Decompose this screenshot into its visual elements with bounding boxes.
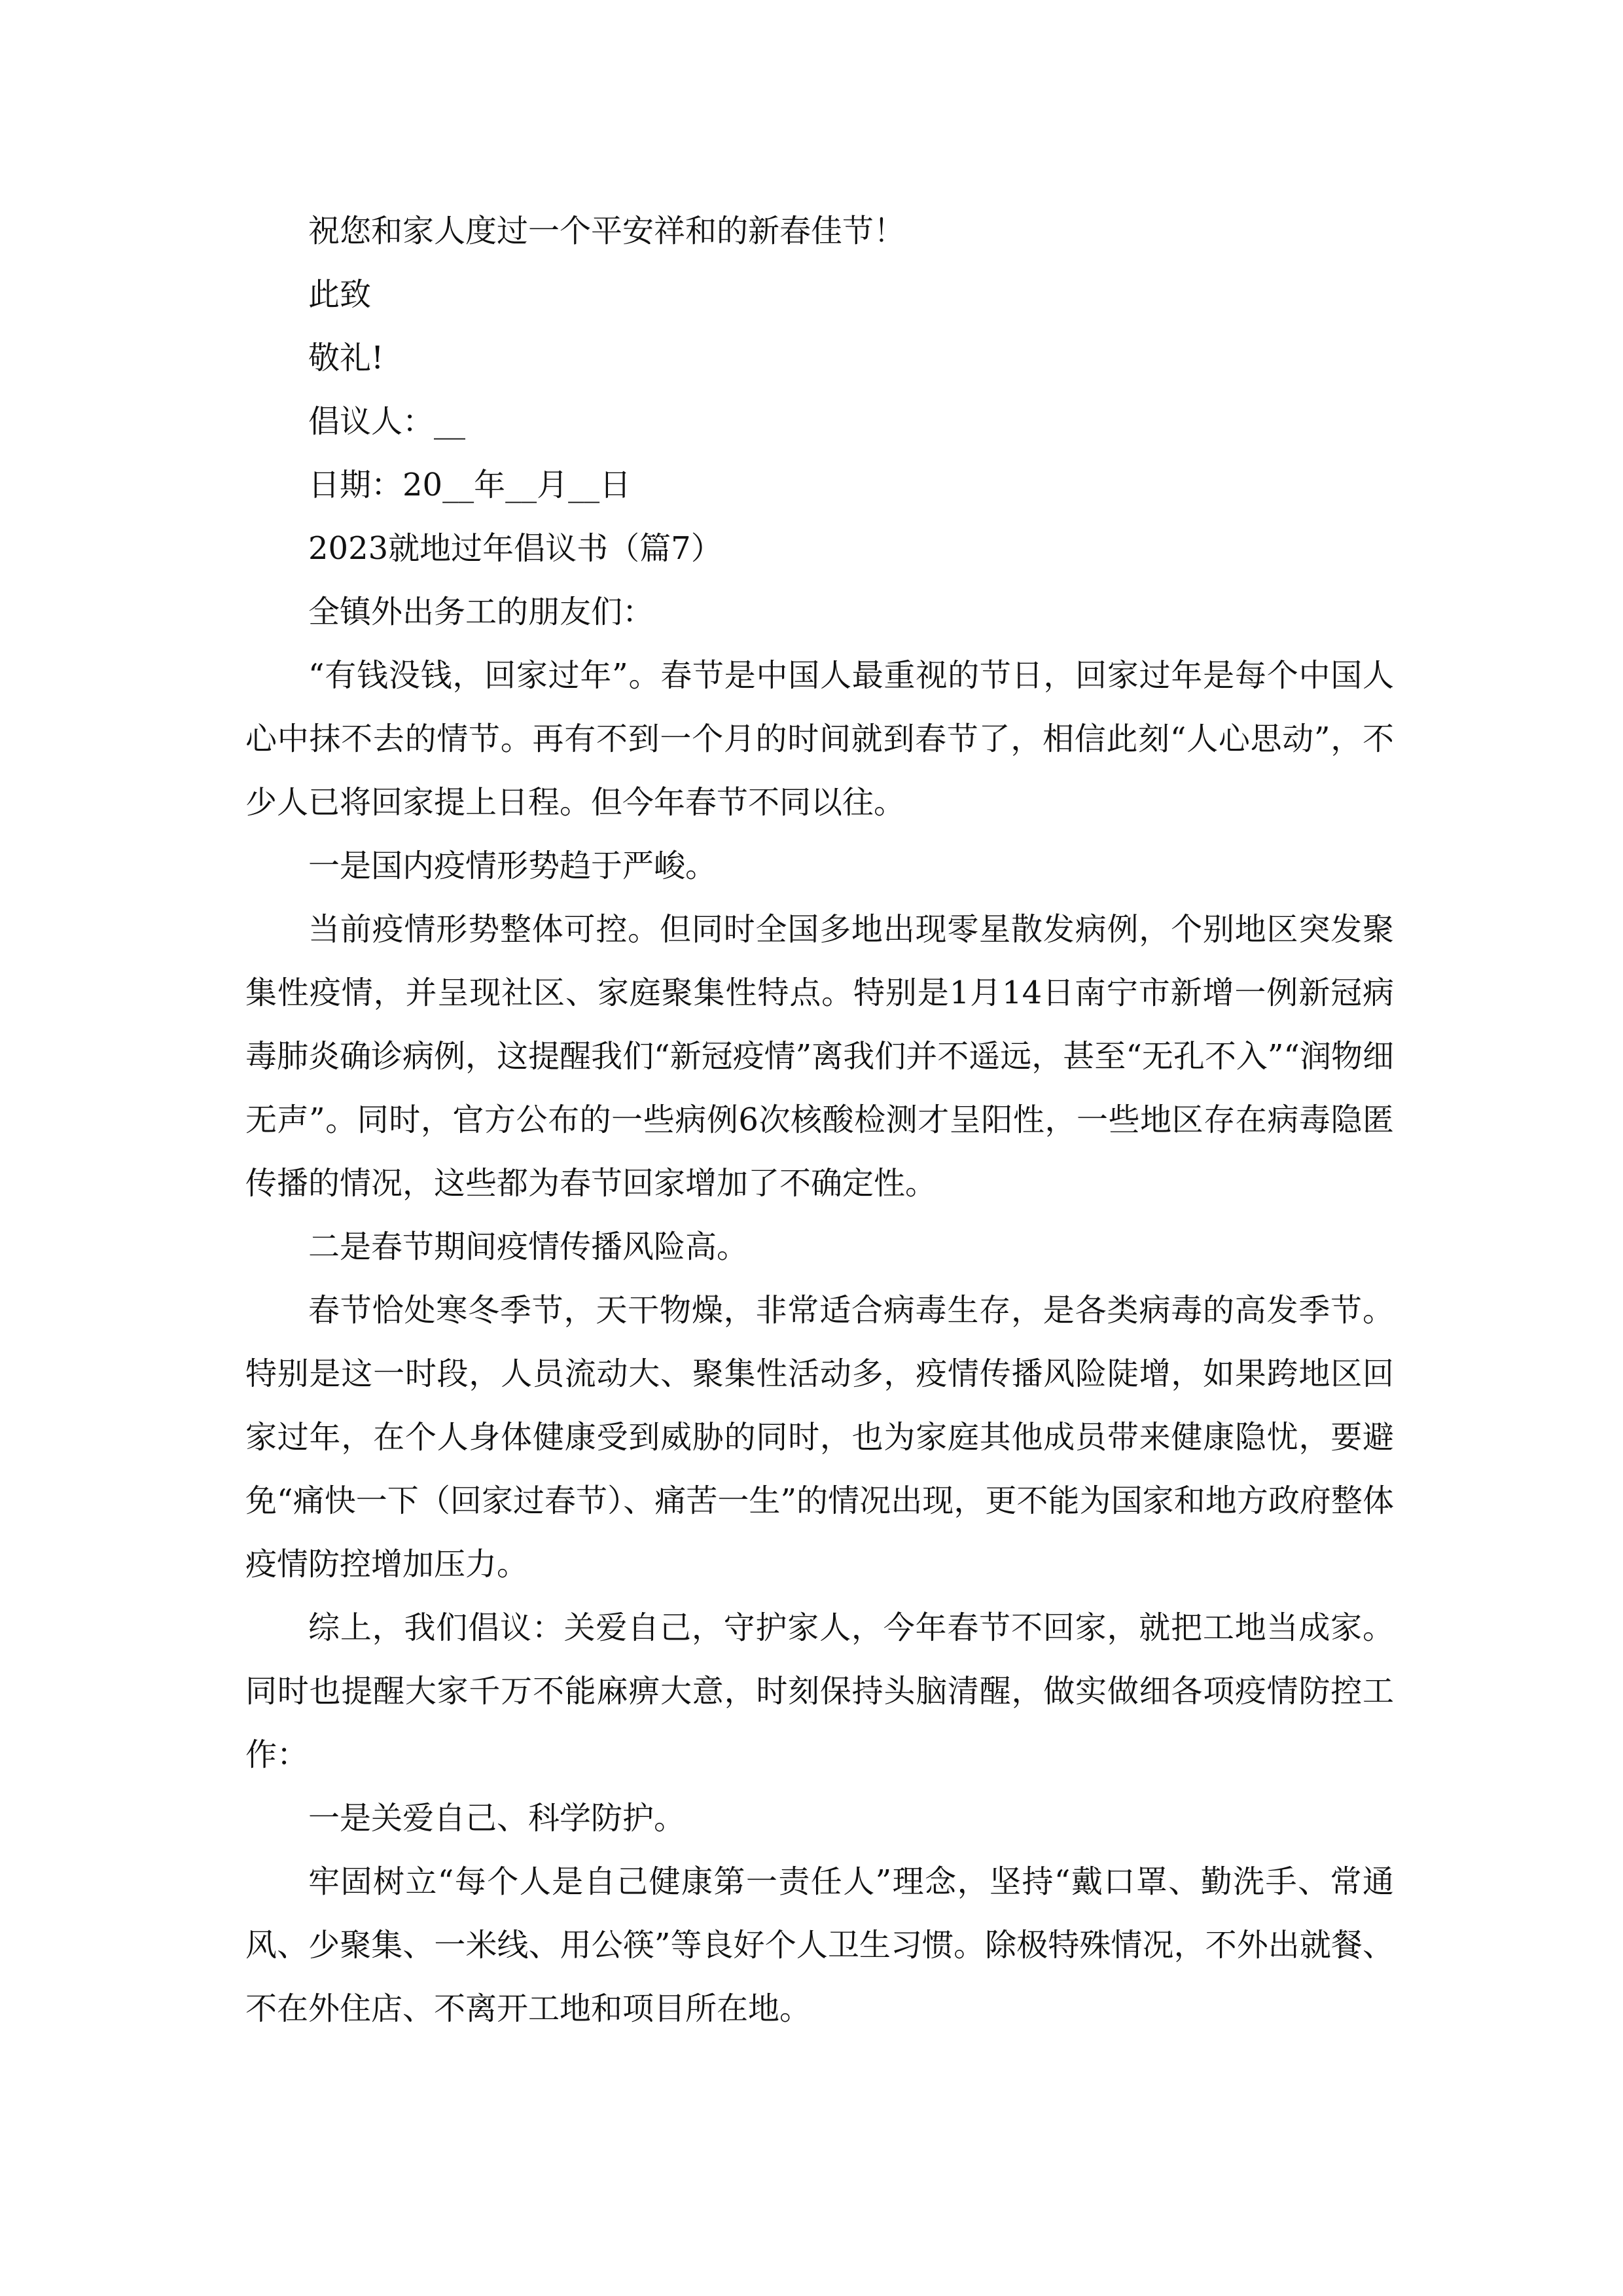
closing-greeting-2: 敬礼! (308, 340, 384, 376)
salutation: 全镇外出务工的朋友们： (308, 594, 654, 630)
closing-wish: 祝您和家人度过一个平安祥和的新春佳节！ (308, 213, 906, 249)
date-line: 日期：20__年__月__日 (308, 467, 632, 503)
paragraph-heading: 二是春节期间疫情传播风险高。 (308, 1229, 749, 1265)
section-title: 2023就地过年倡议书（篇7） (308, 530, 722, 567)
paragraph-heading: 一是关爱自己、科学防护。 (308, 1800, 686, 1837)
paragraph-heading: 一是国内疫情形势趋于严峻。 (308, 848, 717, 884)
paragraph: 牢固树立“每个人是自己健康第一责任人”理念，坚持“戴口罩、勤洗手、常通风、少聚集、一米线、用公筷”等良好个人卫生习惯。除极特殊情况，不外出就餐、不在外住店、不离开工地和项目所在地。 (245, 1863, 1394, 2027)
paragraph: “有钱没钱，回家过年”。春节是中国人最重视的节日，回家过年是每个中国人心中抹不去的情节。再有不到一个月的时间就到春节了，相信此刻“人心思动”，不少人已将回家提上日程。但今年春节不同以往。 (245, 657, 1394, 821)
proposer-line: 倡议人：__ (308, 403, 466, 440)
document-body (245, 200, 1394, 2041)
paragraph: 春节恰处寒冬季节，天干物燥，非常适合病毒生存，是各类病毒的高发季节。特别是这一时段，人员流动大、聚集性活动多，疫情传播风险陡增，如果跨地区回家过年，在个人身体健康受到威胁的同时，也为家庭其他成员带来健康隐忧，要避免“痛快一下（回家过春节）、痛苦一生”的情况出现，更不能为国家和地方政府整体疫情防控增加压力。 (245, 1292, 1394, 1583)
paragraph: 综上，我们倡议：关爱自己，守护家人，今年春节不回家，就把工地当成家。同时也提醒大家千万不能麻痹大意，时刻保持头脑清醒，做实做细各项疫情防控工作： (245, 1609, 1394, 1773)
closing-greeting-1: 此致 (308, 276, 372, 313)
paragraph: 当前疫情形势整体可控。但同时全国多地出现零星散发病例，个别地区突发聚集性疫情，并呈现社区、家庭聚集性特点。特别是1月14日南宁市新增一例新冠病毒肺炎确诊病例，这提醒我们“新冠疫情”离我们并不遥远，甚至“无孔不入”“润物细无声”。同时，官方公布的一些病例6次核酸检测才呈阳性，一些地区存在病毒隐匿传播的情况，这些都为春节回家增加了不确定性。 (245, 911, 1394, 1202)
